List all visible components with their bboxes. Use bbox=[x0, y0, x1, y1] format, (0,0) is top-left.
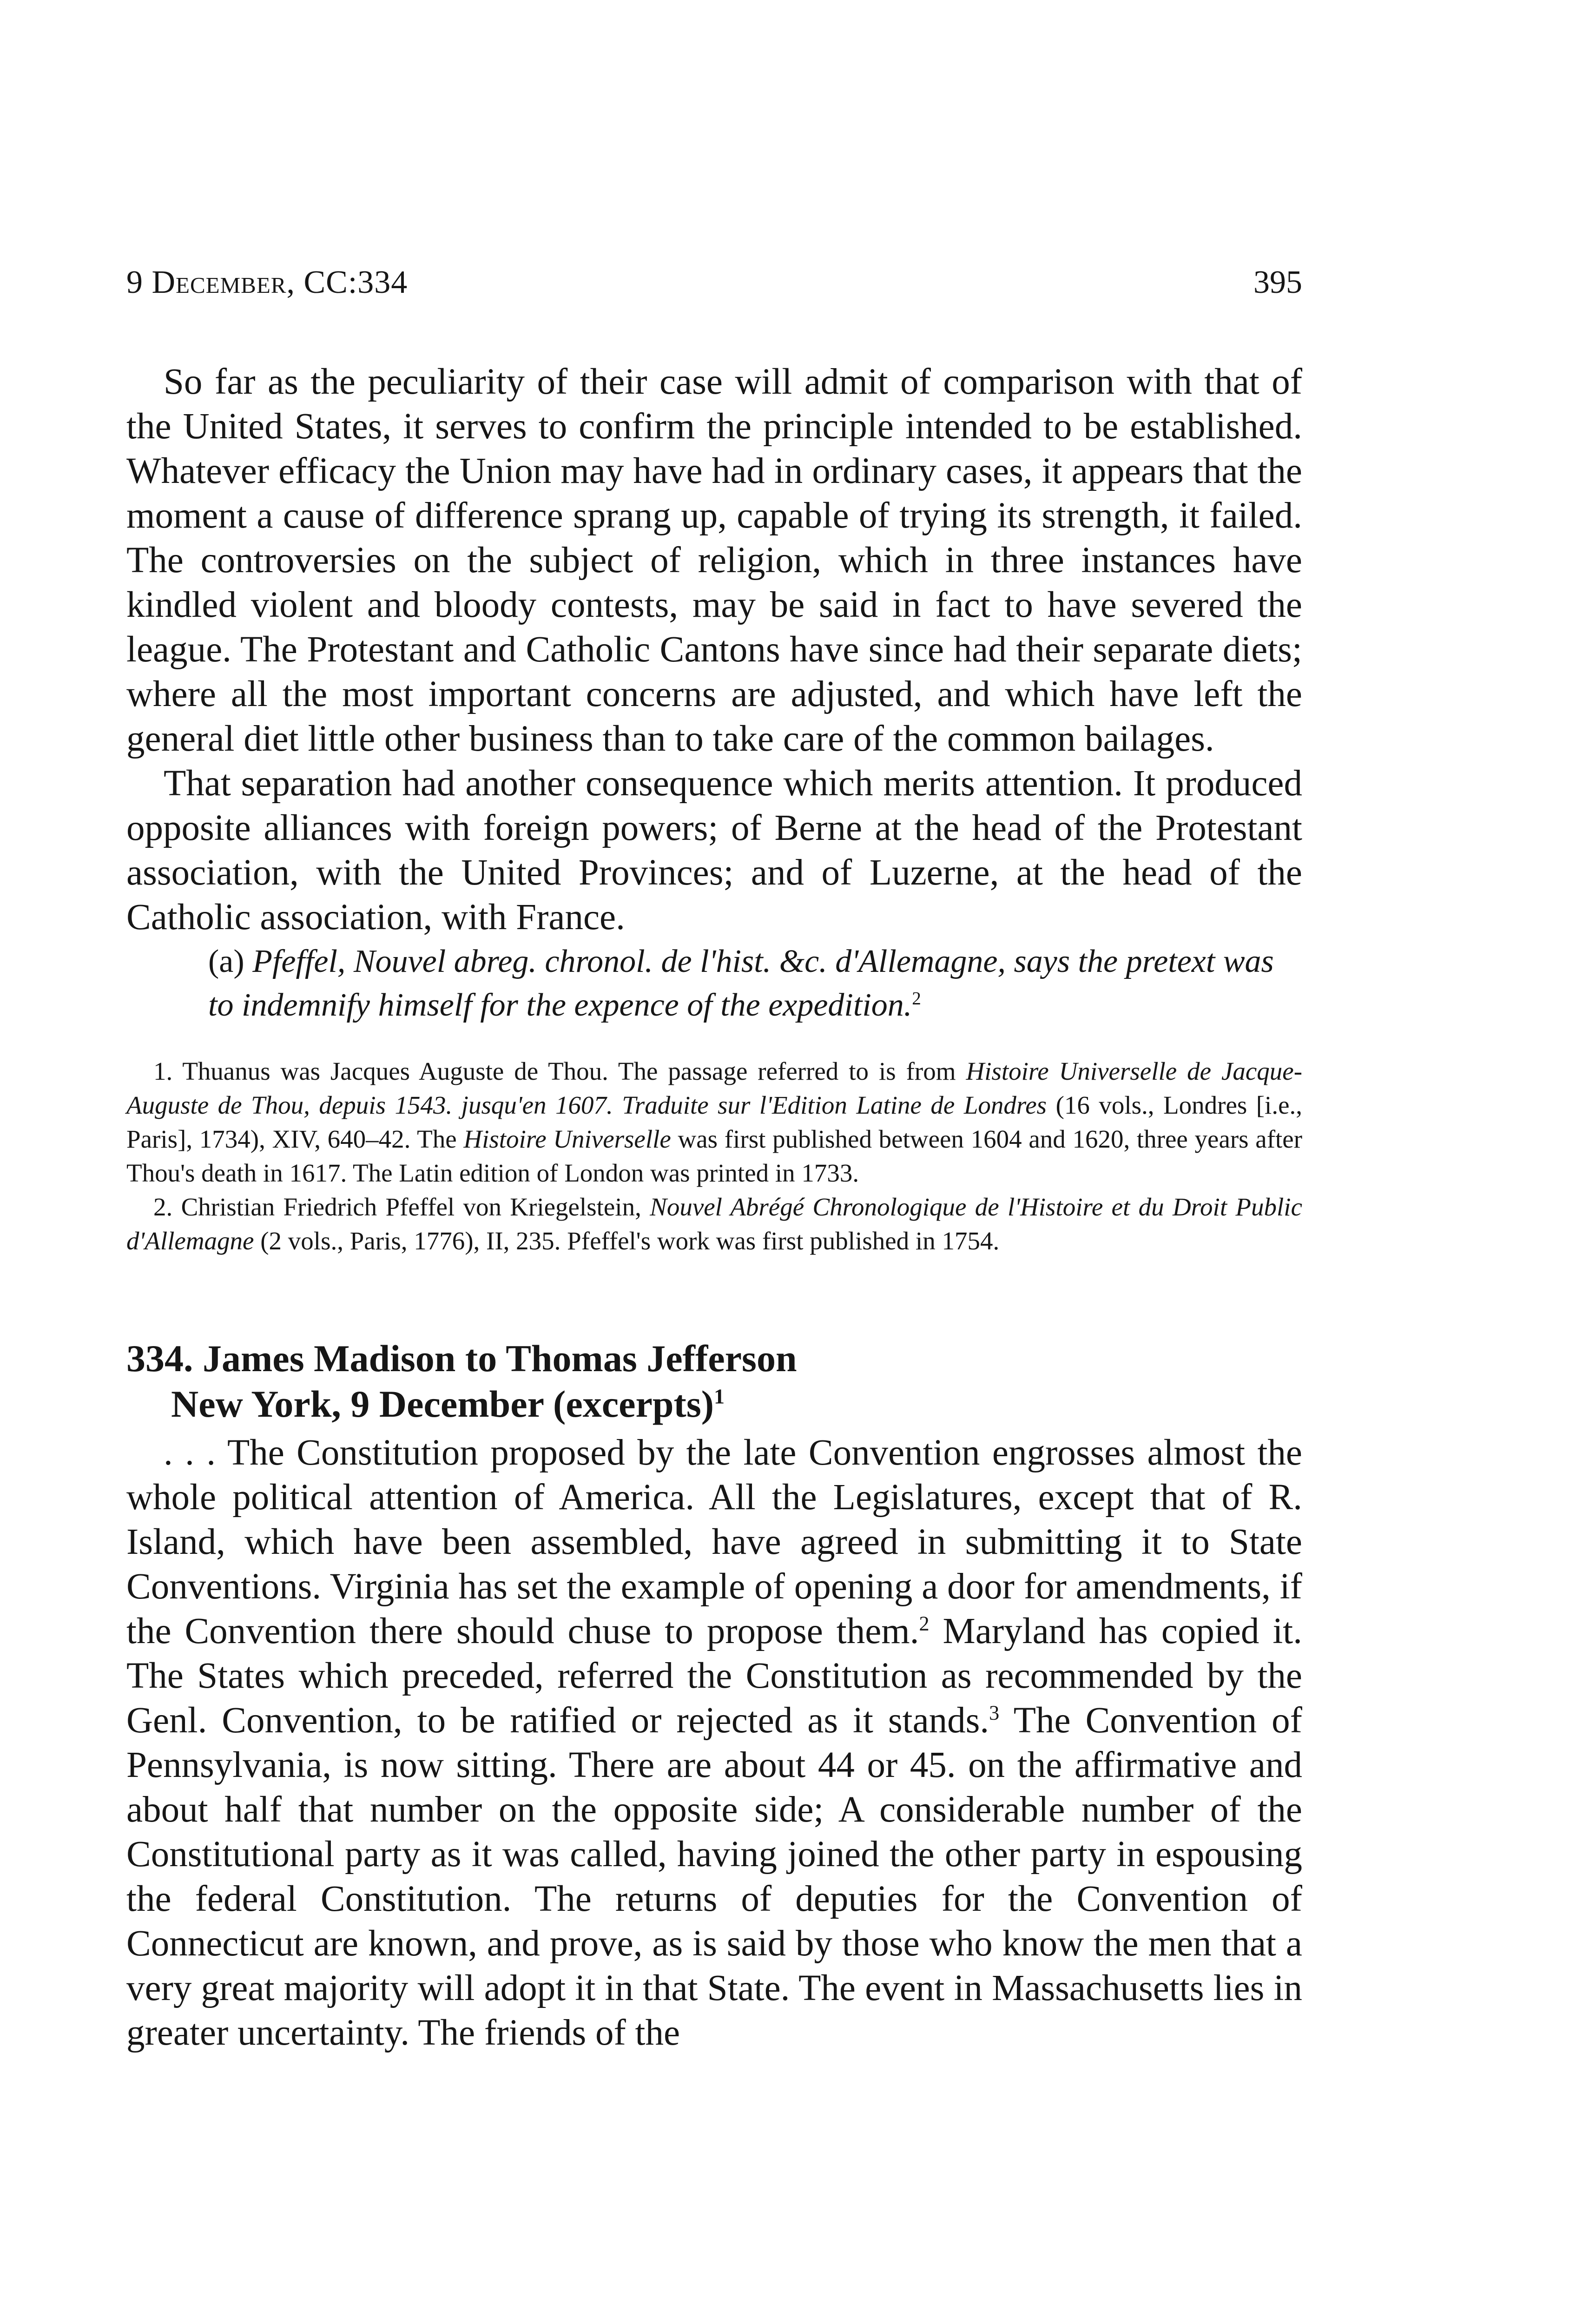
author-note-ref: 2 bbox=[912, 988, 921, 1009]
author-note-a bbox=[208, 940, 1302, 1027]
paragraph-separation: That separation had another consequence which merits attention. It produced opposite alliances with foreign powers; of Berne at the head of the Protestant association, with the United Provinces; and of Luzerne, at the head of the Catholic association, with France. bbox=[126, 763, 1302, 938]
document-heading-ref: 1 bbox=[714, 1384, 725, 1408]
running-head bbox=[126, 260, 1302, 305]
footnote-1-text-b: (16 vols., Londres [i.e., Paris], 1734), XIV, 640–42. The bbox=[126, 1091, 1302, 1153]
book-page bbox=[126, 260, 1302, 2055]
page-number: 395 bbox=[1253, 264, 1302, 300]
footnote-2-text-b: (2 vols., Paris, 1776), II, 235. Pfeffel's work was first published in 1754. bbox=[260, 1227, 1000, 1255]
author-note-marker: (a) bbox=[208, 944, 244, 979]
letter-ref-2: 2 bbox=[919, 1612, 930, 1635]
running-head-left: 9 December, CC:334 bbox=[126, 264, 408, 300]
document-heading-line-1: 334. James Madison to Thomas Jefferson bbox=[126, 1337, 797, 1380]
letter-text-part-2: Maryland has copied it. The States which preceded, referred the Constitution as recommended by the Genl. Convention, to be ratified or rejected as it stands. bbox=[126, 1611, 1302, 1741]
footnote-2-text-a: 2. Christian Friedrich Pfeffel von Kriegelstein, bbox=[153, 1193, 641, 1221]
document-heading-line-2: New York, 9 December (excerpts) bbox=[171, 1383, 714, 1425]
document-heading-line-2-wrap bbox=[126, 1381, 1302, 1427]
letter-text bbox=[126, 1431, 1302, 2055]
footnote-2 bbox=[126, 1190, 1302, 1258]
footnote-1-title: Histoire Universelle de Jacque-Auguste de Thou, depuis 1543. jusqu'en 1607. Traduite sur l'Edition Latine de Londres bbox=[126, 1057, 1303, 1119]
paragraph-swiss-union: So far as the peculiarity of their case will admit of comparison with that of the United States, it serves to confirm the principle intended to be established. Whatever efficacy the Union may have had in ordinary cases, it appears that the moment a cause of difference sprang up, capable of trying its strength, it failed. The controversies on the subject of religion, which in three instances have kindled violent and bloody contests, may be said in fact to have severed the league. The Protestant and Catholic Cantons have since had their separate diets; where all the most important concerns are adjusted, and which have left the general diet little other business than to take care of the common bailages. bbox=[126, 362, 1302, 759]
footnote-1-title-2: Histoire Universelle bbox=[463, 1125, 671, 1153]
letter-paragraph bbox=[126, 1431, 1302, 2055]
author-note-text: Pfeffel, Nouvel abreg. chronol. de l'hist. &c. d'Allemagne, says the pretext was to indemnify himself for the expence of the expedition. bbox=[208, 944, 1274, 1023]
letter-text-part-3: The Convention of Pennsylvania, is now sitting. There are about 44 or 45. on the affirmative and about half that number on the opposite side; A considerable number of the Constitutional party as it was called, having joined the other party in espousing the federal Constitution. The returns of deputies for the Convention of Connecticut are known, and prove, as is said by those who know the men that a very great majority will adopt it in that State. The event in Massachusetts lies in greater uncertainty. The friends of the bbox=[126, 1700, 1302, 2053]
document-heading bbox=[126, 1336, 1302, 1427]
editorial-footnotes bbox=[126, 1054, 1302, 1258]
letter-ref-3: 3 bbox=[989, 1701, 1000, 1724]
footnote-1-text-a: 1. Thuanus was Jacques Auguste de Thou. The passage referred to is from bbox=[153, 1057, 956, 1085]
footnote-2-title: Nouvel Abrégé Chronologique de l'Histoire et du Droit Public d'Allemagne bbox=[126, 1193, 1302, 1255]
letter-text-part-1: . . . The Constitution proposed by the late Convention engrosses almost the whole political attention of America. All the Legislatures, except that of R. Island, which have been assembled, have agreed in submitting it to State Conventions. Virginia has set the example of opening a door for amendments, if the Convention there should chuse to propose them. bbox=[126, 1433, 1302, 1651]
continued-text bbox=[126, 360, 1302, 940]
footnote-1-text-c: was first published between 1604 and 1620, three years after Thou's death in 1617. The Latin edition of London was printed in 1733. bbox=[126, 1125, 1303, 1187]
footnote-1 bbox=[126, 1054, 1302, 1190]
